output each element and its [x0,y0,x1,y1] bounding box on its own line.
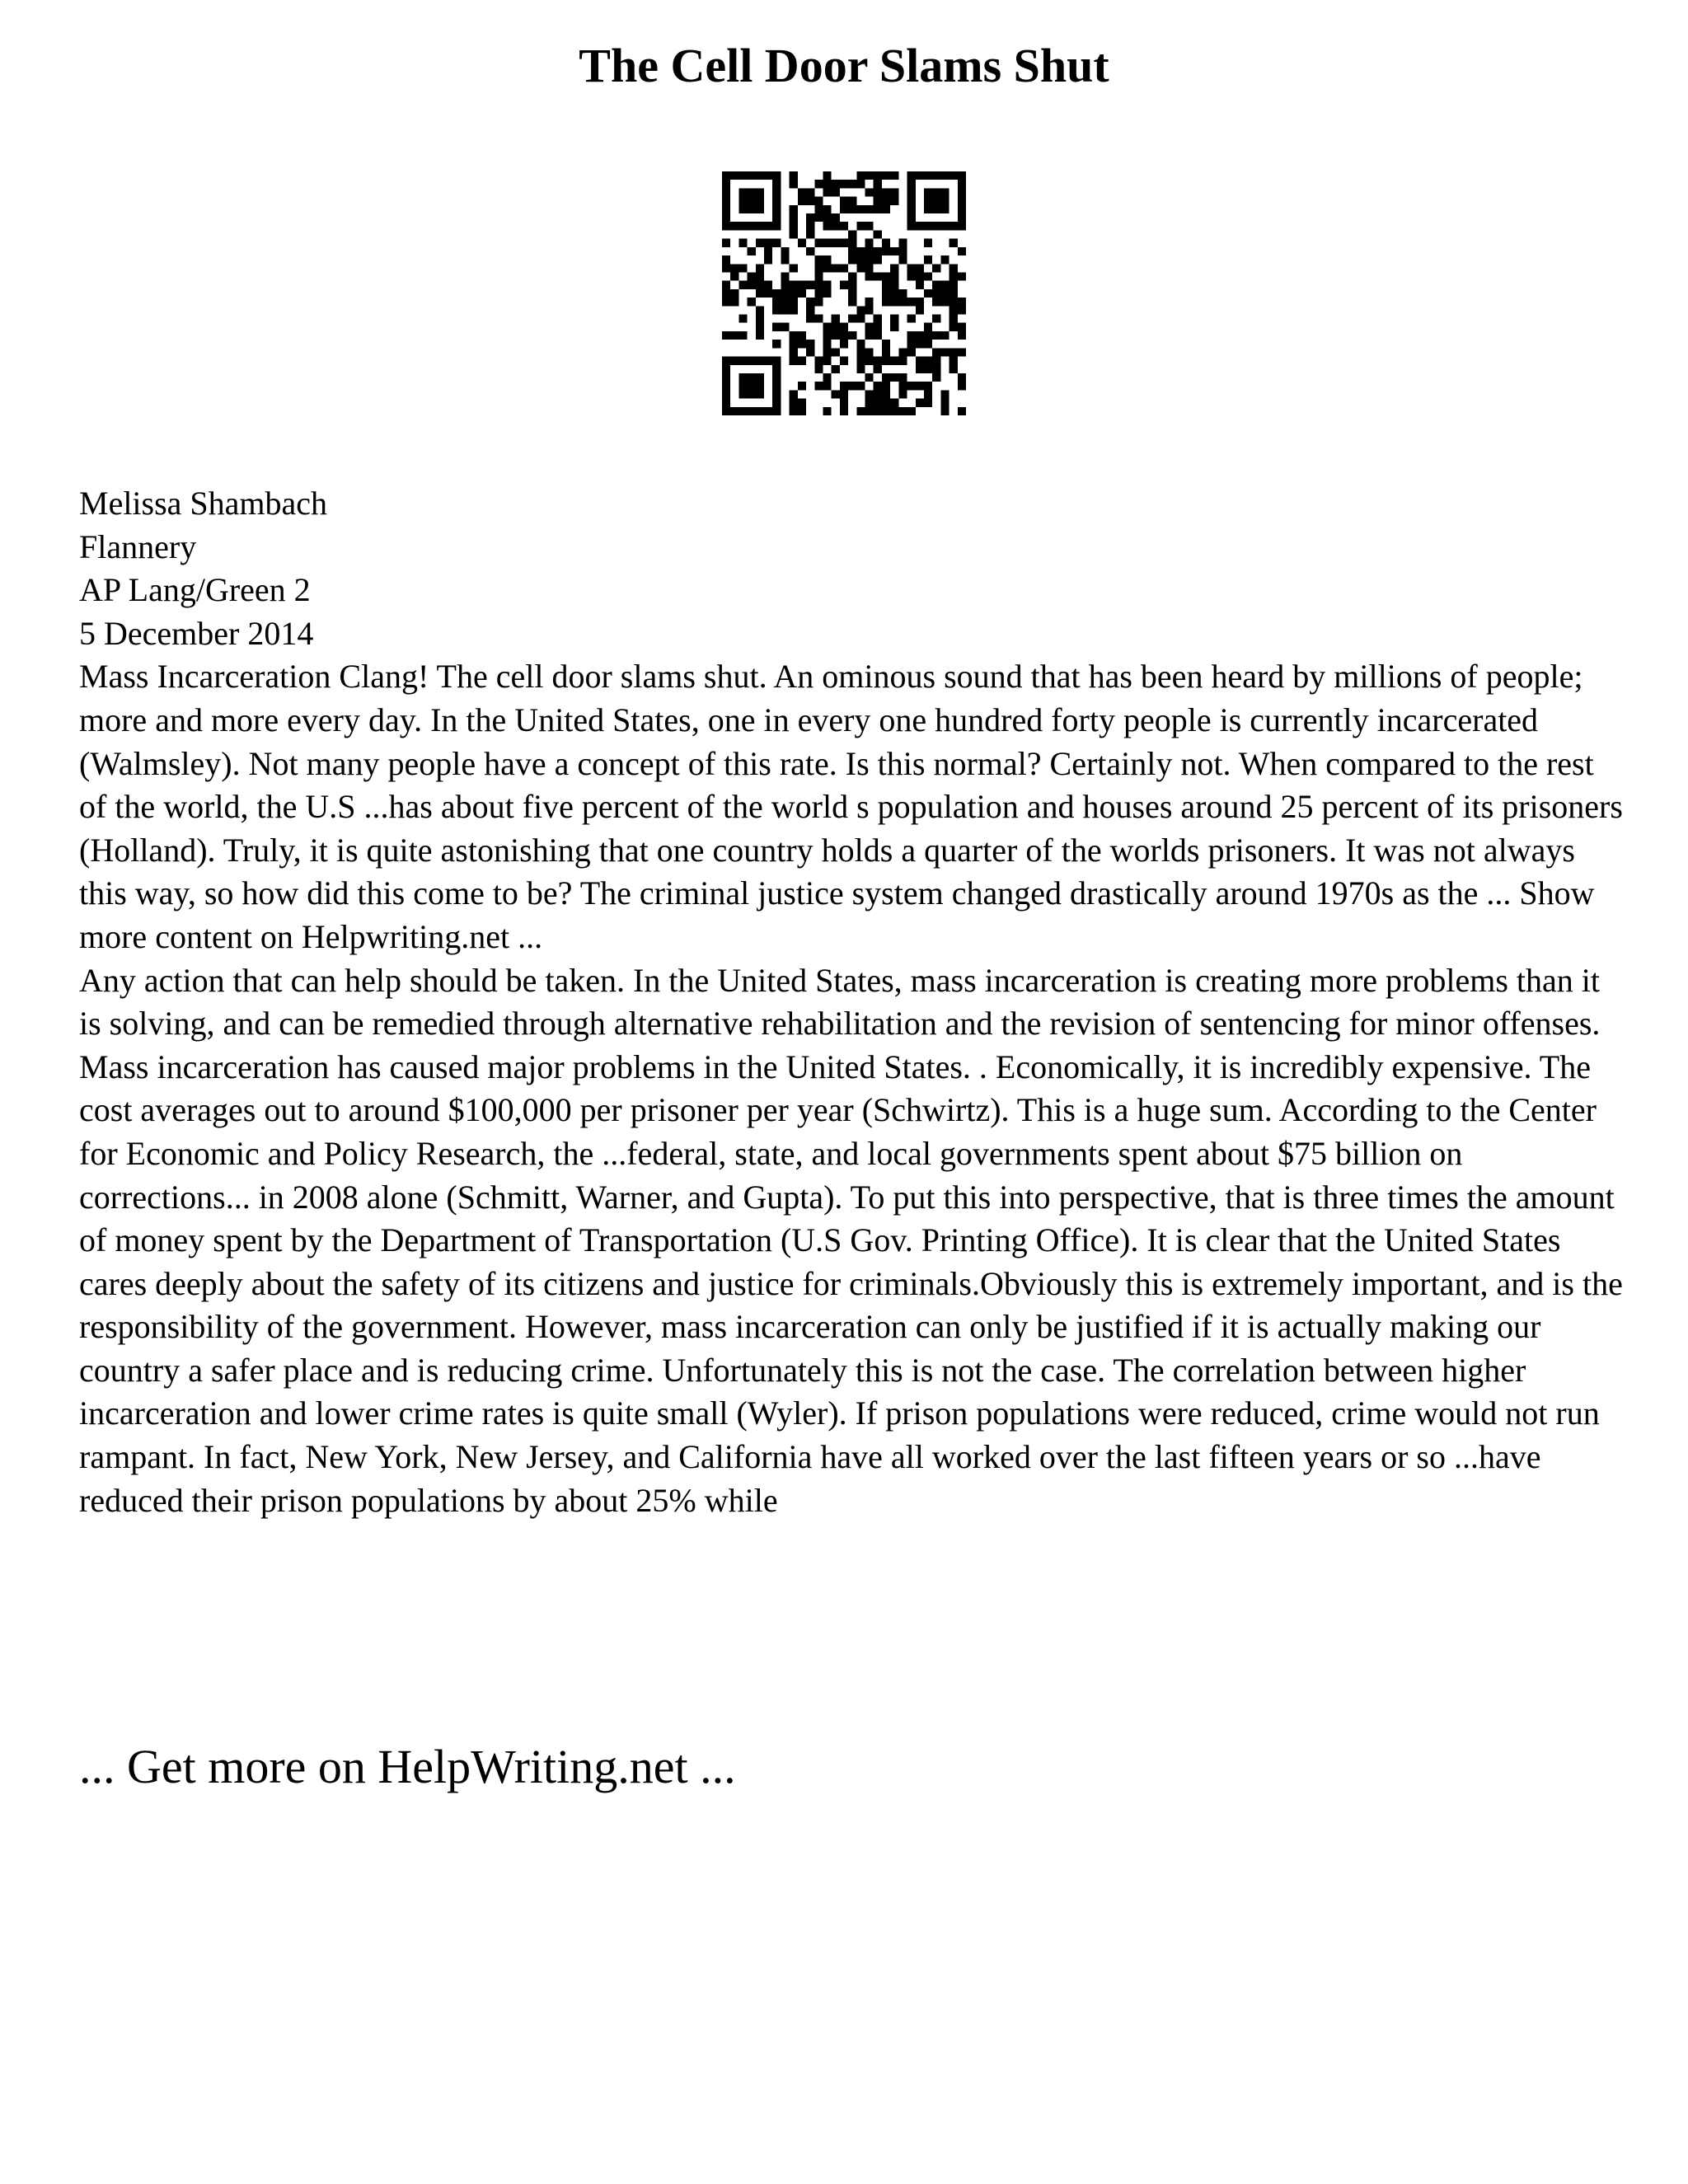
page-title: The Cell Door Slams Shut [579,39,1109,92]
get-more-link[interactable]: ... Get more on HelpWriting.net ... [79,1740,736,1793]
course-name: AP Lang/Green 2 [79,571,311,609]
essay-paragraph: Any action that can help should be taken. In the United States, mass incarceration is creating more problems than it is solving, and can be remedied through alternative rehabilitation and the revision of sentencing for minor offenses. [79,961,1601,1043]
teacher-name: Flannery [79,527,197,565]
essay-paragraph: Mass incarceration has caused major problems in the United States. . Economically, it is incredibly expensive. The cost averages out to around $100,000 per prisoner per year (Schwirtz). This is a huge sum. According to the Center for Economic and Policy Research, the ...federal, state, and local governments spent about $75 billion on corrections... in 2008 alone (Schmitt, Warner, and Gupta). To put this into perspective, that is three times the amount of money spent by the Department of Transportation (U.S Gov. Printing Office). It is clear that the United States cares deeply about the safety of its citizens and justice for criminals.Obviously this is extremely important, and is the responsibility of the government. However, mass incarceration can only be justified if it is actually making our country a safer place and is reducing crime. Unfortunately this is not the case. The correlation between higher incarceration and lower crime rates is quite small (Wyler). If prison populations were reduced, crime would not run rampant. In fact, New York, New Jersey, and California have all worked over the last fifteen years or so ...have reduced their prison populations by about 25% while [79,1047,1623,1519]
essay-date: 5 December 2014 [79,614,314,652]
essay-paragraph: Mass Incarceration Clang! The cell door slams shut. An ominous sound that has been heard by millions of people; more and more every day. In the United States, one in every one hundred forty people is currently incarcerated (Walmsley). Not many people have a concept of this rate. Is this normal? Certainly not. When compared to the rest of the world, the U.S ...has about five percent of the world s population and houses around 25 percent of its prisoners (Holland). Truly, it is quite astonishing that one country holds a quarter of the worlds prisoners. It was not always this way, so how did this come to be? The criminal justice system changed drastically around 1970s as the ... Show more content on Helpwriting.net ... [79,658,1623,955]
author-name: Melissa Shambach [79,485,328,522]
essay-body [79,482,1629,1522]
qr-code-icon [722,171,966,415]
